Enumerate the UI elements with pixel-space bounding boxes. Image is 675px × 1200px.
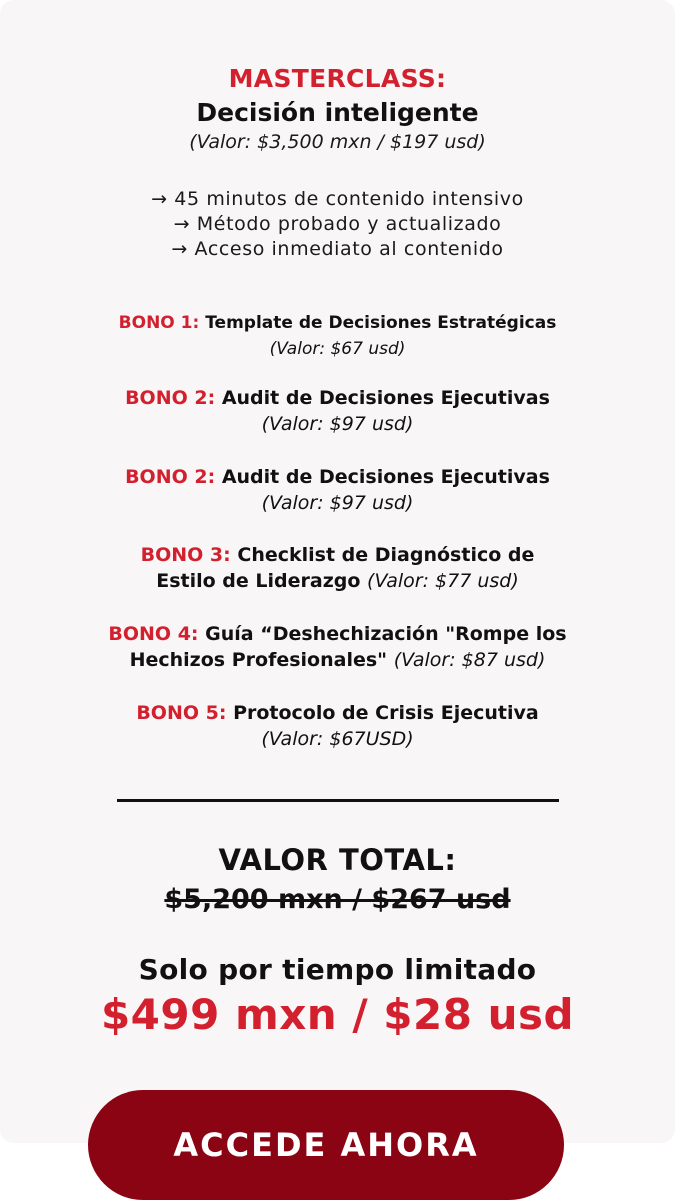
bono-name: Audit de Decisiones Ejecutivas: [221, 466, 550, 488]
bono-label: BONO 2:: [125, 466, 216, 488]
bono-value: (Valor: $87 usd): [393, 649, 546, 671]
features-list: [0, 187, 675, 262]
bono-label: BONO 1:: [118, 313, 200, 333]
bono-value: (Valor: $77 usd): [367, 570, 519, 592]
bono-label: BONO 4:: [108, 623, 199, 645]
bono-label: BONO 2:: [125, 387, 216, 409]
bono-label: BONO 3:: [140, 544, 231, 566]
masterclass-title: Decisión inteligente: [196, 98, 479, 127]
bono-value: (Valor: $67USD): [261, 728, 414, 750]
bono-name: Checklist de Diagnóstico de: [237, 544, 535, 566]
masterclass-value: (Valor: $3,500 mxn / $197 usd): [189, 131, 486, 153]
bono-name-continued: Hechizos Profesionales": [129, 649, 388, 671]
bono-name-continued: Estilo de Liderazgo: [156, 570, 361, 592]
bono-5: [0, 700, 675, 752]
bono-name: Protocolo de Crisis Ejecutiva: [233, 702, 539, 724]
bono-3: [0, 542, 675, 594]
limited-time-label: Solo por tiempo limitado: [138, 953, 537, 986]
bono-name: Template de Decisiones Estratégicas: [205, 313, 557, 333]
bono-1: [0, 310, 675, 362]
bono-name: Audit de Decisiones Ejecutivas: [221, 387, 550, 409]
bono-4: [0, 621, 675, 673]
total-label: VALOR TOTAL:: [218, 843, 457, 877]
masterclass-label: MASTERCLASS:: [228, 64, 447, 93]
bono-value: (Valor: $97 usd): [261, 492, 414, 514]
bono-2: [0, 385, 675, 437]
bono-label: BONO 5:: [136, 702, 227, 724]
offer-price: $499 mxn / $28 usd: [100, 990, 575, 1039]
divider: [117, 799, 559, 802]
bono-value: (Valor: $67 usd): [269, 339, 406, 359]
feature-item: → Método probado y actualizado: [173, 213, 502, 235]
bono-2-duplicate: [0, 464, 675, 516]
feature-item: → Acceso inmediato al contenido: [171, 238, 504, 260]
accede-ahora-button[interactable]: ACCEDE AHORA: [88, 1090, 564, 1200]
bono-value: (Valor: $97 usd): [261, 413, 414, 435]
bono-name: Guía “Deshechización "Rompe los: [205, 623, 567, 645]
feature-item: → 45 minutos de contenido intensivo: [151, 188, 524, 210]
total-value-strikethrough: $5,200 mxn / $267 usd: [164, 884, 511, 915]
